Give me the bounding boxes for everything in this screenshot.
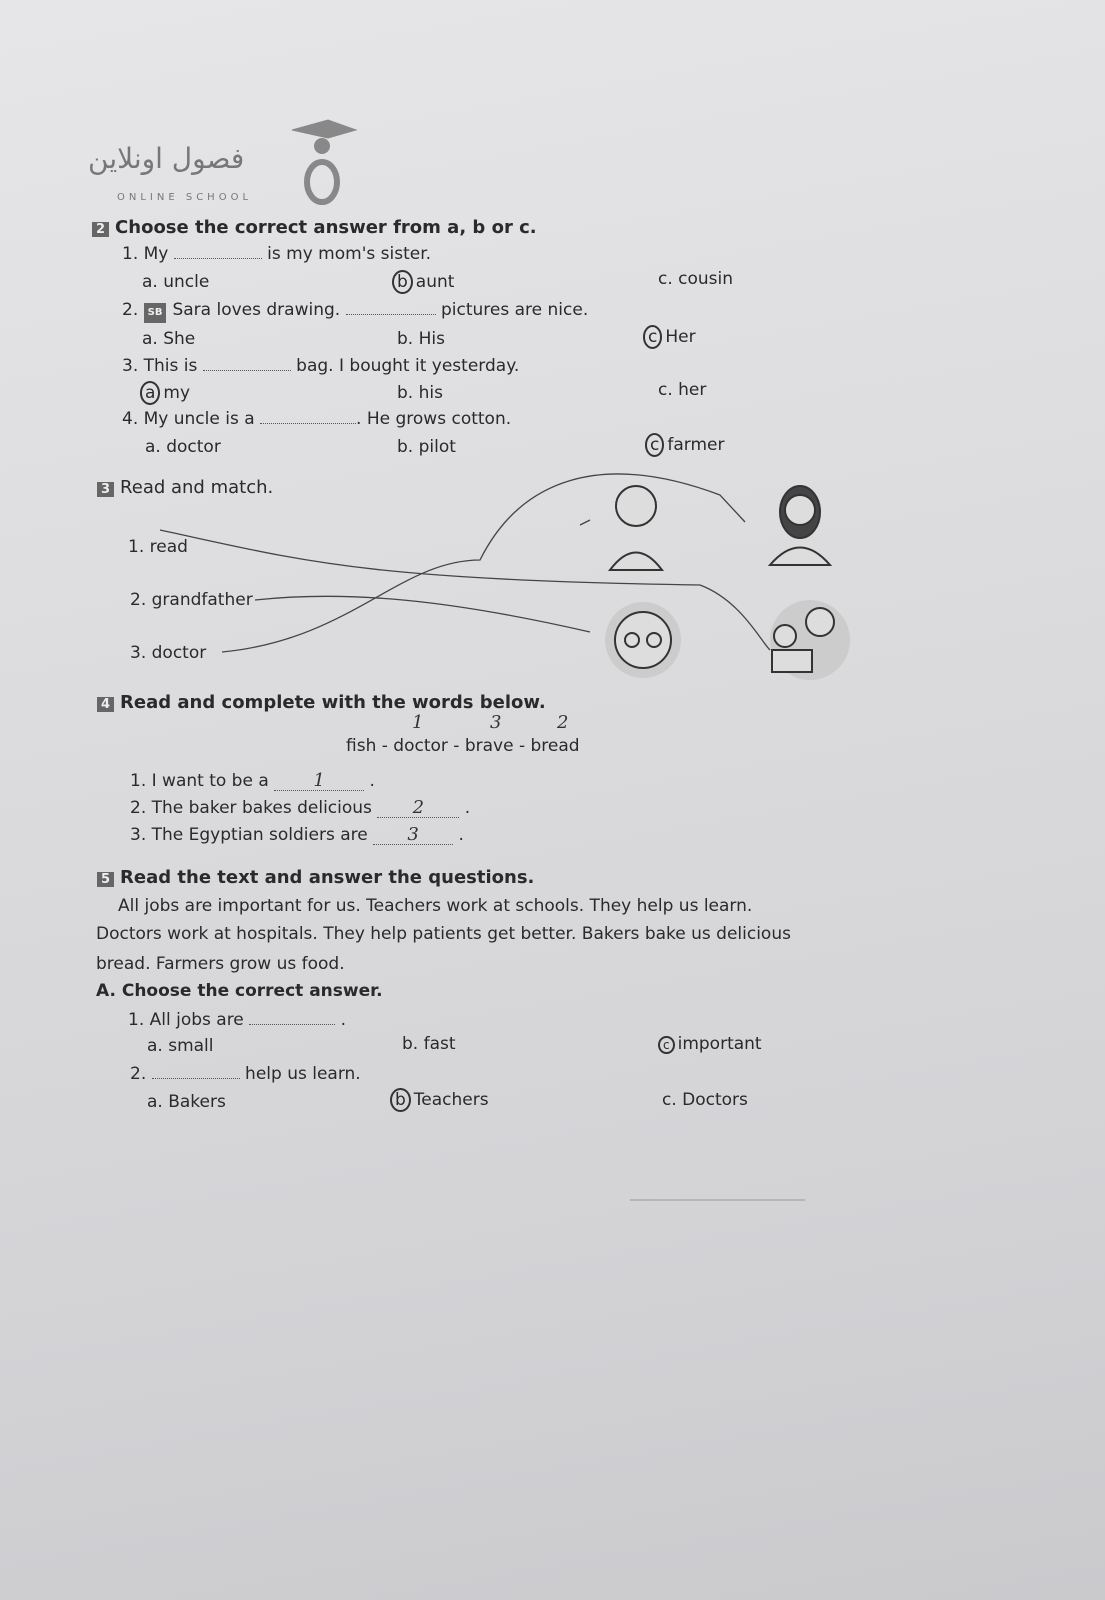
section-5-title: 5 Read the text and answer the questions. <box>97 867 534 888</box>
graduation-cap-logo-icon <box>292 120 356 202</box>
logo-arabic: فصول اونلاين <box>88 142 245 175</box>
option-b-circled[interactable]: b Teachers <box>390 1090 489 1110</box>
reading-text-line: bread. Farmers grow us food. <box>96 954 345 974</box>
boy-illustration <box>610 486 662 570</box>
question-5-1: 1. All jobs are . <box>128 1010 346 1030</box>
handwritten-answer: 1 <box>313 770 325 791</box>
option-a[interactable]: a. uncle <box>142 272 210 292</box>
question-2-3: 3. This is bag. I bought it yesterday. <box>122 356 520 376</box>
subsection-a-title: A. Choose the correct answer. <box>96 981 383 1001</box>
grandfather-reading-illustration <box>770 600 850 680</box>
option-c-circled[interactable]: c important <box>658 1034 762 1055</box>
match-lines <box>160 474 770 652</box>
option-c-circled[interactable]: c farmer <box>645 435 724 455</box>
option-a[interactable]: a. She <box>142 329 196 349</box>
option-c[interactable]: c. cousin <box>658 269 734 289</box>
option-c-circled[interactable]: c Her <box>643 327 696 347</box>
question-5-2: 2. help us learn. <box>130 1064 361 1084</box>
match-item-doctor[interactable]: 3. doctor <box>130 643 207 663</box>
section-3-title: 3 Read and match. <box>97 477 273 498</box>
section-4-title: 4 Read and complete with the words below. <box>97 692 546 713</box>
handwritten-mark: 1 <box>412 712 424 733</box>
question-4-1: 1. I want to be a 1 . <box>130 770 375 791</box>
section-2-title: 2 Choose the correct answer from a, b or c. <box>92 217 537 238</box>
match-item-grandfather[interactable]: 2. grandfather <box>130 590 253 610</box>
grandfather-illustration <box>605 602 681 678</box>
question-4-3: 3. The Egyptian soldiers are 3 . <box>130 824 464 845</box>
option-a-circled[interactable]: a my <box>140 383 190 403</box>
question-2-4: 4. My uncle is a . He grows cotton. <box>122 409 512 429</box>
option-b-circled[interactable]: b aunt <box>392 272 454 292</box>
word-bank: fish - doctor - brave - bread <box>346 736 580 756</box>
option-a[interactable]: a. Bakers <box>147 1092 226 1112</box>
handwritten-mark: 2 <box>557 712 569 733</box>
doctor-woman-illustration <box>770 486 830 565</box>
question-2-1: 1. My is my mom's sister. <box>122 244 432 264</box>
logo-english: ONLINE SCHOOL <box>117 192 253 203</box>
option-b[interactable]: b. His <box>397 329 445 349</box>
option-c[interactable]: c. Doctors <box>662 1090 748 1110</box>
handwritten-mark: 3 <box>490 712 502 733</box>
option-b[interactable]: b. his <box>397 383 443 403</box>
option-a[interactable]: a. small <box>147 1036 214 1056</box>
handwritten-answer: 2 <box>412 797 425 818</box>
option-a[interactable]: a. doctor <box>145 437 221 457</box>
reading-text-line: Doctors work at hospitals. They help patients get better. Bakers bake us delicious <box>96 924 791 944</box>
option-b[interactable]: b. fast <box>402 1034 456 1054</box>
option-b[interactable]: b. pilot <box>397 437 456 457</box>
reading-text-line: All jobs are important for us. Teachers work at schools. They help us learn. <box>118 896 753 916</box>
match-item-read[interactable]: 1. read <box>128 537 188 557</box>
question-4-2: 2. The baker bakes delicious 2 . <box>130 797 471 818</box>
question-2-2: 2. SB Sara loves drawing. pictures are nice. <box>122 300 588 323</box>
option-c[interactable]: c. her <box>658 380 707 400</box>
handwritten-answer: 3 <box>407 824 419 845</box>
